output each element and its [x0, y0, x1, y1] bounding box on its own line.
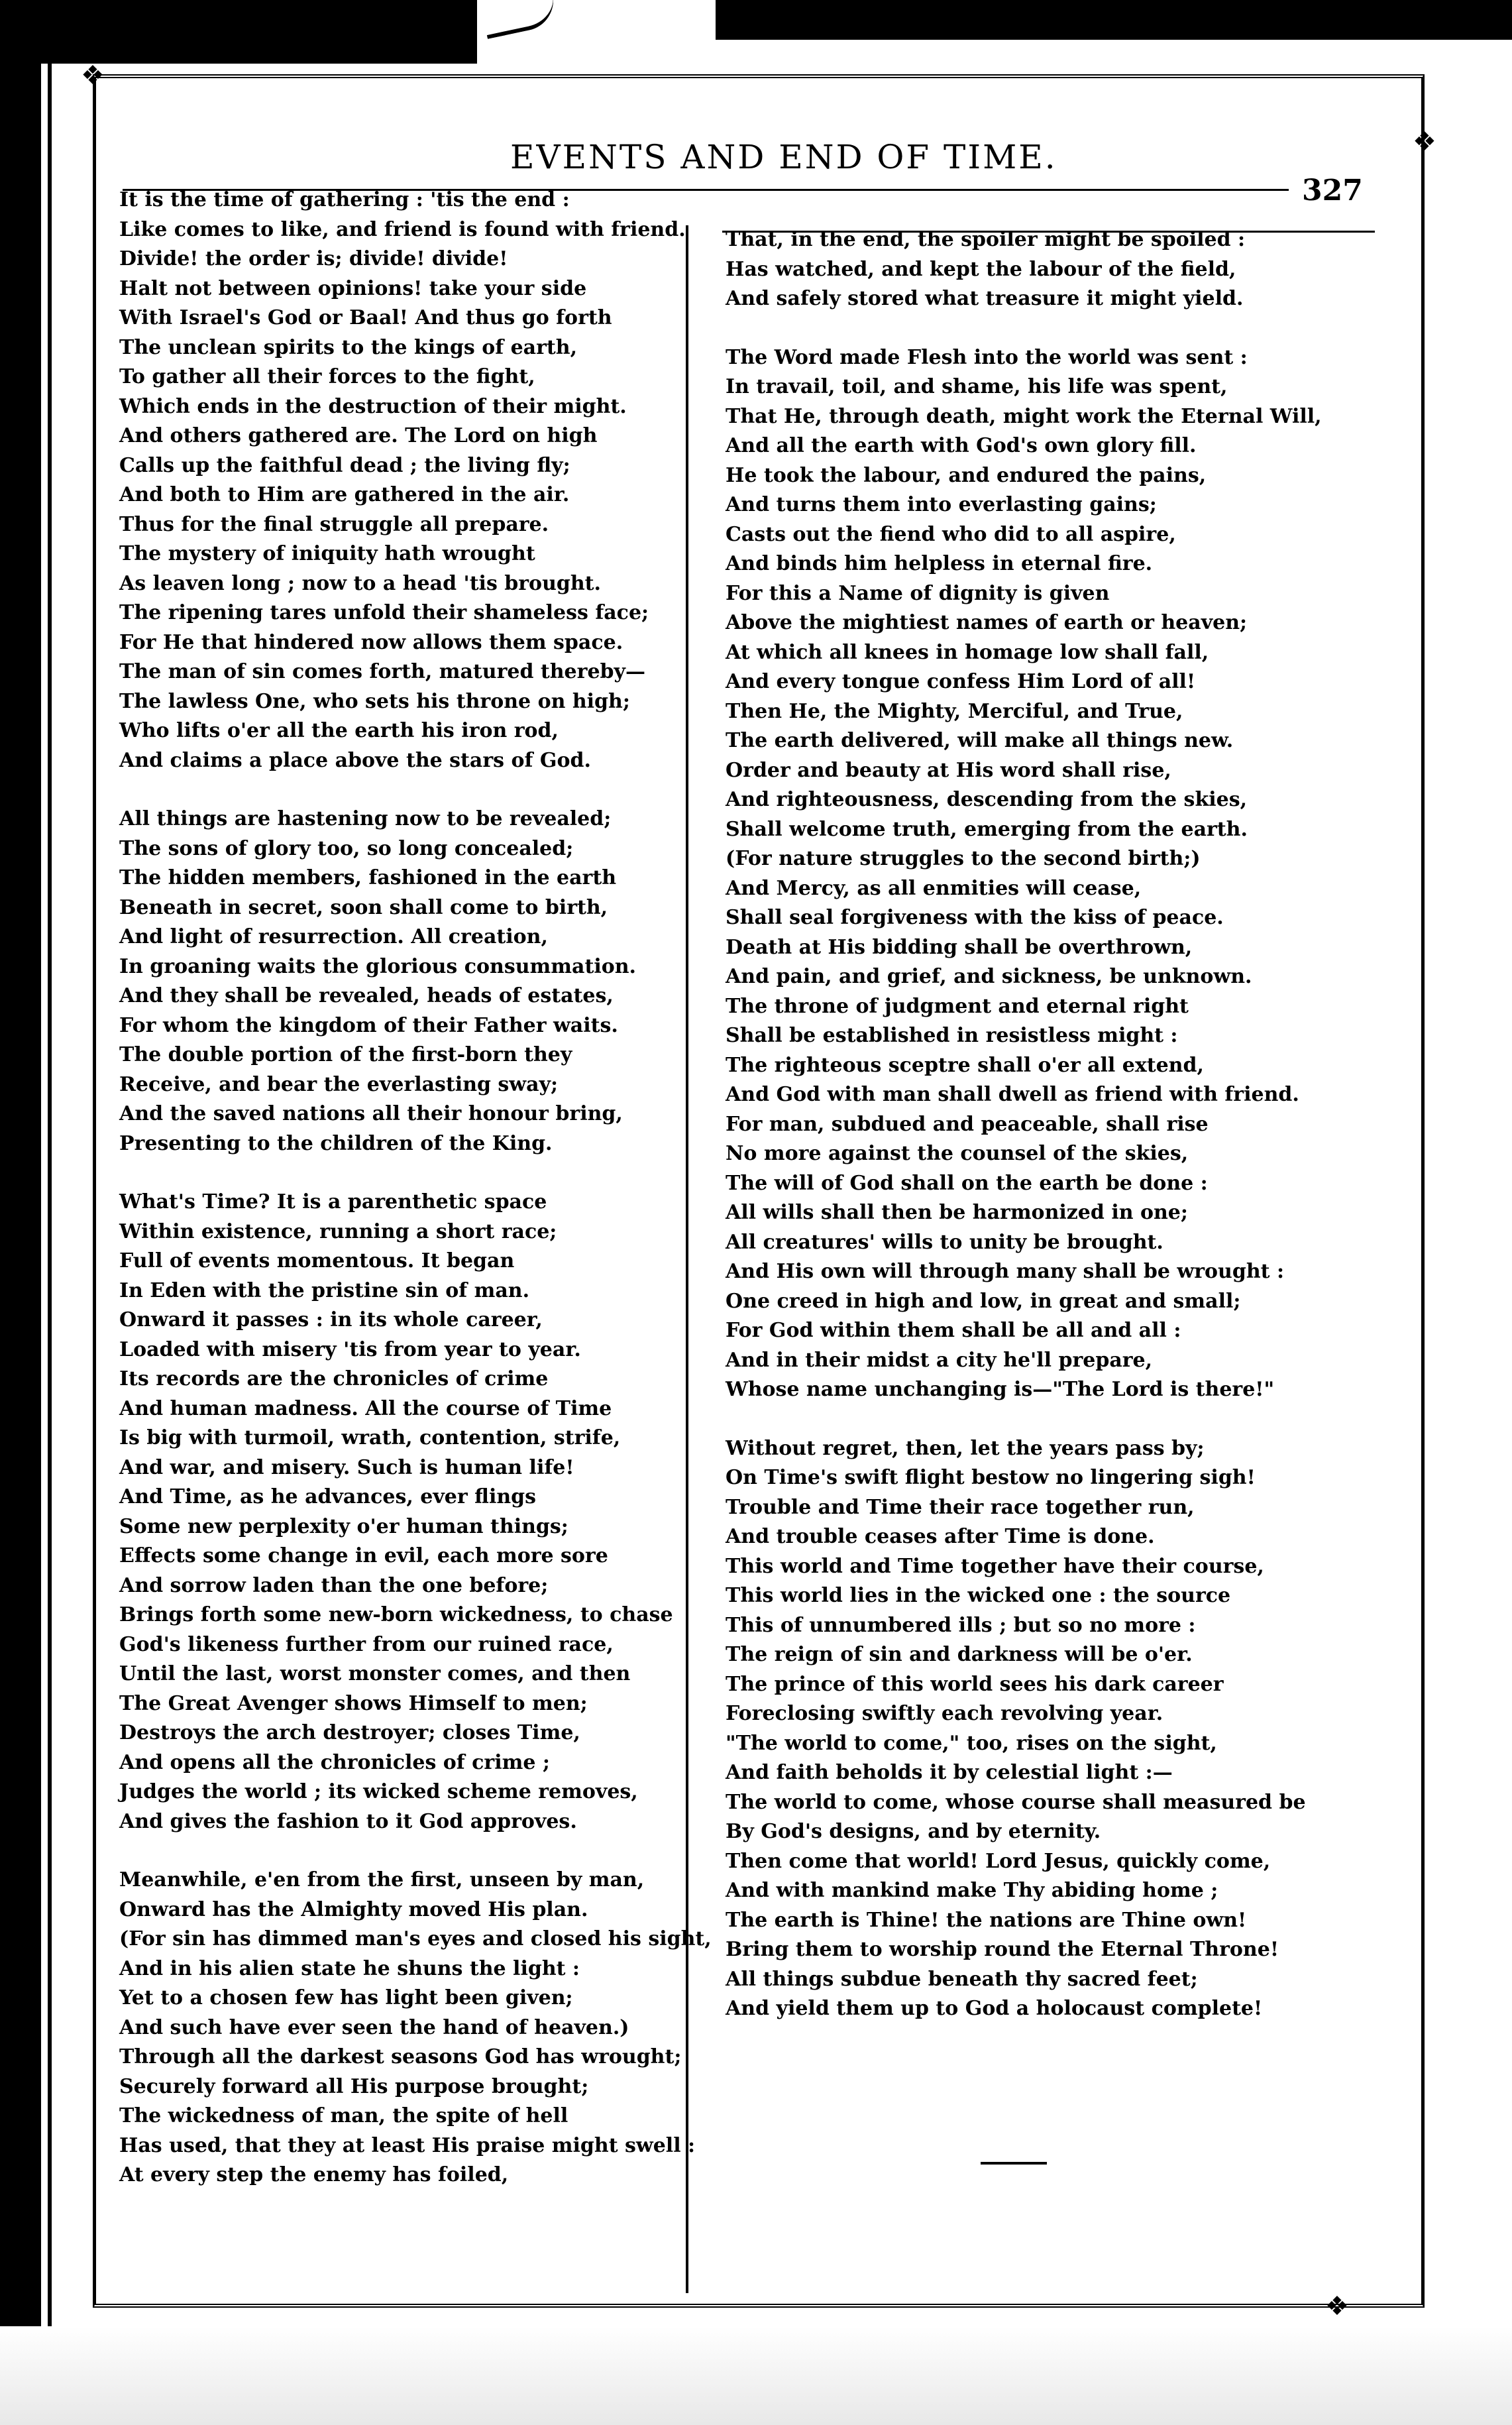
pen-mark [481, 0, 559, 39]
verse-line: And Mercy, as all enmities will cease, [726, 876, 1142, 900]
verse-line: And God with man shall dwell as friend with friend. [726, 1083, 1299, 1106]
verse-line: And all the earth with God's own glory fill. [726, 434, 1197, 457]
verse-line: Above the mightiest names of earth or heaven; [726, 611, 1248, 634]
verse-line: One creed in high and low, in great and small; [726, 1289, 1241, 1313]
verse-line: Judges the world ; its wicked scheme removes, [119, 1780, 638, 1803]
verse-line: In travail, toil, and shame, his life was spent, [726, 375, 1228, 398]
left-column [119, 186, 712, 2220]
verse-line: Beneath in secret, soon shall come to birth, [119, 895, 608, 919]
verse-line: And claims a place above the stars of God. [119, 748, 591, 772]
verse-line: The hidden members, fashioned in the earth [119, 866, 617, 889]
verse-line: Shall be established in resistless might : [726, 1024, 1178, 1047]
verse-line: Some new perplexity o'er human things; [119, 1514, 568, 1538]
verse-line: And His own will through many shall be wrought : [726, 1260, 1285, 1283]
verse-line: No more against the counsel of the skies, [726, 1142, 1189, 1165]
verse-line: And in his alien state he shuns the light : [119, 1956, 580, 1980]
verse-line: The mystery of iniquity hath wrought [119, 542, 535, 565]
verse-line: For whom the kingdom of their Father waits. [119, 1013, 618, 1037]
verse-line: Which ends in the destruction of their might. [119, 394, 627, 418]
verse-line: And faith beholds it by celestial light :— [726, 1761, 1173, 1784]
verse-line: And pain, and grief, and sickness, be unknown. [726, 965, 1252, 988]
verse-line: Order and beauty at His word shall rise, [726, 758, 1171, 782]
verse-line: And others gathered are. The Lord on high [119, 424, 598, 447]
verse-line: The prince of this world sees his dark career [726, 1672, 1224, 1696]
verse-line: And in their midst a city he'll prepare, [726, 1348, 1153, 1372]
verse-line: And they shall be revealed, heads of estates, [119, 984, 614, 1007]
verse-line: And with mankind make Thy abiding home ; [726, 1879, 1218, 1902]
verse-line: Onward has the Almighty moved His plan. [119, 1897, 588, 1921]
book-spine-edge [0, 64, 52, 2425]
verse-line: (For nature struggles to the second birth;) [726, 847, 1201, 870]
spine-highlight [41, 64, 48, 2425]
verse-line: The earth delivered, will make all things new. [726, 729, 1234, 752]
stanza [119, 1866, 712, 2190]
verse-line: And yield them up to God a holocaust complete! [726, 1997, 1263, 2020]
end-rule [981, 2162, 1047, 2165]
scan-dark-margin-right [716, 0, 1512, 40]
verse-line: That, in the end, the spoiler might be spoiled : [726, 228, 1246, 251]
verse-line: And safely stored what treasure it might yield. [726, 287, 1244, 310]
verse-line: The wickedness of man, the spite of hell [119, 2104, 568, 2127]
verse-line: Shall seal forgiveness with the kiss of peace. [726, 906, 1224, 929]
verse-line: Trouble and Time their race together run, [726, 1495, 1195, 1519]
verse-line: The world to come, whose course shall measured be [726, 1790, 1306, 1814]
ornament-corner-top-right-icon: ❖ [1413, 127, 1436, 157]
verse-line: Destroys the arch destroyer; closes Time, [119, 1721, 580, 1744]
verse-line: For this a Name of dignity is given [726, 581, 1110, 605]
verse-line: And the saved nations all their honour bring, [119, 1102, 623, 1125]
stanza [726, 1434, 1375, 2024]
verse-line: All things subdue beneath thy sacred feet; [726, 1967, 1198, 1991]
verse-line: Then come that world! Lord Jesus, quickly come, [726, 1849, 1271, 1873]
verse-line: Meanwhile, e'en from the first, unseen by man, [119, 1868, 645, 1891]
verse-line: Yet to a chosen few has light been given; [119, 1986, 573, 2009]
right-column [726, 225, 1375, 2053]
verse-line: Has watched, and kept the labour of the field, [726, 257, 1236, 281]
stanza [119, 1188, 676, 1836]
verse-line: And gives the fashion to it God approves. [119, 1809, 577, 1833]
verse-line: Who lifts o'er all the earth his iron rod, [119, 719, 559, 742]
verse-line: Death at His bidding shall be overthrown, [726, 935, 1193, 959]
verse-line: For God within them shall be all and all : [726, 1319, 1181, 1342]
verse-line: Calls up the faithful dead ; the living fly; [119, 453, 570, 477]
verse-line: The man of sin comes forth, matured thereby— [119, 660, 645, 683]
page-number: 327 [1302, 174, 1363, 207]
scan-dark-margin-left [0, 0, 477, 64]
verse-line: God's likeness further from our ruined race, [119, 1632, 614, 1656]
verse-line: And light of resurrection. All creation, [119, 925, 548, 948]
verse-line: The reign of sin and darkness will be o'er. [726, 1643, 1193, 1666]
verse-line: Through all the darkest seasons God has wrought; [119, 2045, 682, 2068]
verse-line: The sons of glory too, so long concealed; [119, 836, 574, 860]
verse-line: With Israel's God or Baal! And thus go forth [119, 306, 612, 329]
verse-line: And human madness. All the course of Time [119, 1396, 612, 1420]
verse-line: This of unnumbered ills ; but so no more : [726, 1613, 1196, 1637]
verse-line: Its records are the chronicles of crime [119, 1367, 549, 1390]
verse-line: For man, subdued and peaceable, shall rise [726, 1112, 1209, 1136]
verse-line: This world and Time together have their course, [726, 1554, 1264, 1578]
verse-line: It is the time of gathering : 'tis the end : [119, 188, 570, 211]
verse-line: The unclean spirits to the kings of earth, [119, 335, 578, 359]
verse-line: Whose name unchanging is—"The Lord is there!" [726, 1378, 1275, 1401]
verse-line: Until the last, worst monster comes, and then [119, 1662, 631, 1685]
verse-line: The Great Avenger shows Himself to men; [119, 1691, 588, 1715]
verse-line: As leaven long ; now to a head 'tis brought. [119, 571, 601, 595]
verse-line: Securely forward all His purpose brought; [119, 2074, 589, 2098]
verse-line: And such have ever seen the hand of heaven.) [119, 2015, 629, 2039]
verse-line: At which all knees in homage low shall fall, [726, 640, 1209, 664]
verse-line: The righteous sceptre shall o'er all extend, [726, 1053, 1204, 1077]
verse-line: This world lies in the wicked one : the source [726, 1584, 1231, 1607]
scan-top-edge [0, 0, 1512, 70]
verse-line: And Time, as he advances, ever flings [119, 1485, 537, 1508]
verse-line: Like comes to like, and friend is found with friend. [119, 217, 686, 241]
column-divider [686, 225, 688, 2293]
verse-line: Effects some change in evil, each more sore [119, 1544, 608, 1567]
verse-line: Halt not between opinions! take your side [119, 276, 587, 300]
verse-line: All creatures' wills to unity be brought. [726, 1230, 1163, 1254]
running-head-title: EVENTS AND END OF TIME. [510, 138, 1057, 176]
verse-line: What's Time? It is a parenthetic space [119, 1190, 547, 1213]
verse-line: For He that hindered now allows them space. [119, 630, 623, 654]
verse-line: Casts out the fiend who did to all aspire, [726, 522, 1176, 546]
verse-line: To gather all their forces to the fight, [119, 365, 535, 388]
verse-line: By God's designs, and by eternity. [726, 1820, 1101, 1843]
verse-line: Shall welcome truth, emerging from the earth. [726, 817, 1248, 841]
verse-line: The Word made Flesh into the world was sent : [726, 345, 1248, 369]
ornament-corner-top-left-icon: ❖ [81, 60, 105, 91]
verse-line: All things are hastening now to be revealed; [119, 807, 612, 830]
verse-line: All wills shall then be harmonized in one; [726, 1201, 1188, 1224]
verse-line: Thus for the final struggle all prepare. [119, 512, 549, 536]
verse-line: Without regret, then, let the years pass by; [726, 1436, 1205, 1460]
verse-line: That He, through death, might work the Eternal Will, [726, 404, 1322, 428]
verse-line: Loaded with misery 'tis from year to year. [119, 1337, 581, 1361]
verse-line: Full of events momentous. It began [119, 1249, 515, 1272]
verse-line: Receive, and bear the everlasting sway; [119, 1072, 559, 1096]
verse-line: And both to Him are gathered in the air. [119, 483, 570, 506]
stanza [726, 343, 1375, 1405]
verse-line: The lawless One, who sets his throne on high; [119, 689, 630, 713]
verse-line: "The world to come," too, rises on the sight, [726, 1731, 1217, 1755]
verse-line: Has used, that they at least His praise might swell : [119, 2133, 696, 2157]
verse-line: The will of God shall on the earth be done : [726, 1171, 1208, 1195]
stanza [119, 805, 676, 1158]
stanza [119, 186, 686, 775]
stanza [726, 225, 1375, 314]
verse-line: And every tongue confess Him Lord of all! [726, 670, 1196, 693]
verse-line: The earth is Thine! the nations are Thine own! [726, 1908, 1247, 1932]
verse-line: The double portion of the first-born they [119, 1043, 572, 1066]
verse-line: In groaning waits the glorious consummation. [119, 954, 636, 978]
verse-line: On Time's swift flight bestow no lingering sigh! [726, 1466, 1256, 1489]
verse-line: (For sin has dimmed man's eyes and closed his sight, [119, 1927, 712, 1950]
verse-line: Is big with turmoil, wrath, contention, strife, [119, 1426, 621, 1449]
verse-line: Within existence, running a short race; [119, 1219, 557, 1243]
scan-bottom-edge [0, 2326, 1512, 2425]
verse-line: And opens all the chronicles of crime ; [119, 1750, 550, 1774]
verse-line: Foreclosing swiftly each revolving year. [726, 1702, 1163, 1725]
verse-line: And binds him helpless in eternal fire. [726, 552, 1153, 575]
verse-line: And trouble ceases after Time is done. [726, 1525, 1155, 1548]
verse-line: Presenting to the children of the King. [119, 1131, 553, 1155]
verse-line: And turns them into everlasting gains; [726, 493, 1157, 516]
verse-line: At every step the enemy has foiled, [119, 2163, 509, 2186]
verse-line: Brings forth some new-born wickedness, to chase [119, 1603, 673, 1626]
verse-line: Bring them to worship round the Eternal Throne! [726, 1938, 1279, 1961]
verse-line: And sorrow laden than the one before; [119, 1573, 549, 1597]
verse-line: Onward it passes : in its whole career, [119, 1308, 543, 1331]
verse-line: Divide! the order is; divide! divide! [119, 247, 508, 270]
verse-line: The ripening tares unfold their shameless face; [119, 601, 649, 624]
ornament-corner-bottom-right-icon: ❖ [1325, 2291, 1349, 2322]
verse-line: In Eden with the pristine sin of man. [119, 1278, 530, 1302]
verse-line: And righteousness, descending from the skies, [726, 788, 1248, 811]
verse-line: Then He, the Mighty, Merciful, and True, [726, 699, 1183, 723]
verse-line: He took the labour, and endured the pains, [726, 463, 1207, 487]
verse-line: And war, and misery. Such is human life! [119, 1455, 574, 1479]
verse-line: The throne of judgment and eternal right [726, 994, 1189, 1018]
